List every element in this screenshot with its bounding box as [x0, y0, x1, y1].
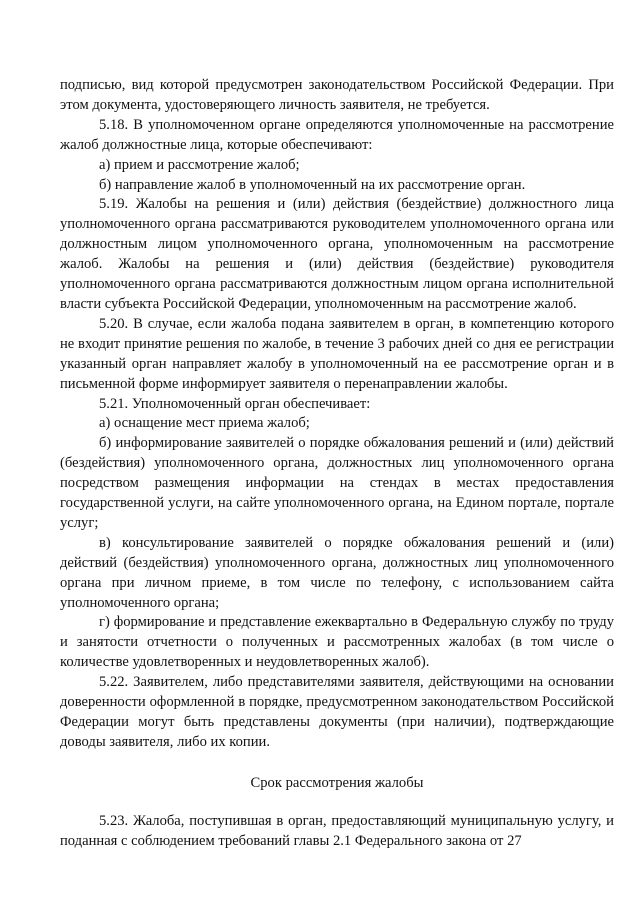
list-item-5-21-b: б) информирование заявителей о порядке обжалования решений и (или) действий (бездействия) уполномоченного органа, должностных лиц уполномоченного органа посредством размещения информации на стендах в местах предоставления государственной услуги, на сайте уполномоченного органа, на Едином портале, портале услуг;: [60, 435, 614, 531]
list-item-5-21-v: в) консультирование заявителей о порядке обжалования решений и (или) действий (бездействия) уполномоченного органа, должностных лиц уполномоченного органа при личном приеме, в том числе по телефону, с использованием сайта уполномоченного органа;: [60, 534, 614, 611]
section-heading: Срок рассмотрения жалобы: [250, 774, 424, 791]
paragraph-5-23: 5.23. Жалоба, поступившая в орган, предоставляющий муниципальную услугу, и поданная с соблюдением требований главы 2.1 Федерального закона от 27: [60, 812, 614, 849]
paragraph-5-20: 5.20. В случае, если жалоба подана заявителем в орган, в компетенцию которого не входит принятие решения по жалобе, в течение 3 рабочих дней со дня ее регистрации указанный орган направляет жалобу в уполномоченный на ее рассмотрение орган и в письменной форме информирует заявителя о перенаправлении жалобы.: [60, 315, 614, 392]
paragraph-5-19: 5.19. Жалобы на решения и (или) действия (бездействие) должностного лица уполномоченного органа рассматриваются руководителем уполномоченного органа или должностным лицом уполномоченного органа, уполномоченным на рассмотрение жалоб. Жалобы на решения и (или) действия (бездействие) руководителя уполномоченного органа рассматриваются должностным лицом органа исполнительной власти субъекта Российской Федерации, уполномоченным на рассмотрение жалоб.: [60, 196, 614, 312]
document-page: [60, 76, 614, 852]
list-item-5-18-b: б) направление жалоб в уполномоченный на их рассмотрение орган.: [99, 176, 526, 193]
list-item-5-21-a: а) оснащение мест приема жалоб;: [99, 415, 310, 432]
list-item-5-21-g: г) формирование и представление ежеквартально в Федеральную службу по труду и занятости отчетности о полученных и рассмотренных жалобах (в том числе о количестве удовлетворенных и неудовлетворенных жалоб).: [60, 614, 614, 671]
paragraph-5-22: 5.22. Заявителем, либо представителями заявителя, действующими на основании доверенности оформленной в порядке, предусмотренном законодательством Российской Федерации могут быть представлены документы (при наличии), подтверждающие доводы заявителя, либо их копии.: [60, 674, 614, 750]
paragraph-5-21: 5.21. Уполномоченный орган обеспечивает:: [99, 395, 371, 412]
paragraph-continuation: подписью, вид которой предусмотрен законодательством Российской Федерации. При этом документа, удостоверяющего личность заявителя, не требуется.: [60, 77, 614, 113]
paragraph-5-18: 5.18. В уполномоченном органе определяются уполномоченные на рассмотрение жалоб должностные лица, которые обеспечивают:: [60, 116, 614, 153]
list-item-5-18-a: а) прием и рассмотрение жалоб;: [99, 156, 300, 173]
